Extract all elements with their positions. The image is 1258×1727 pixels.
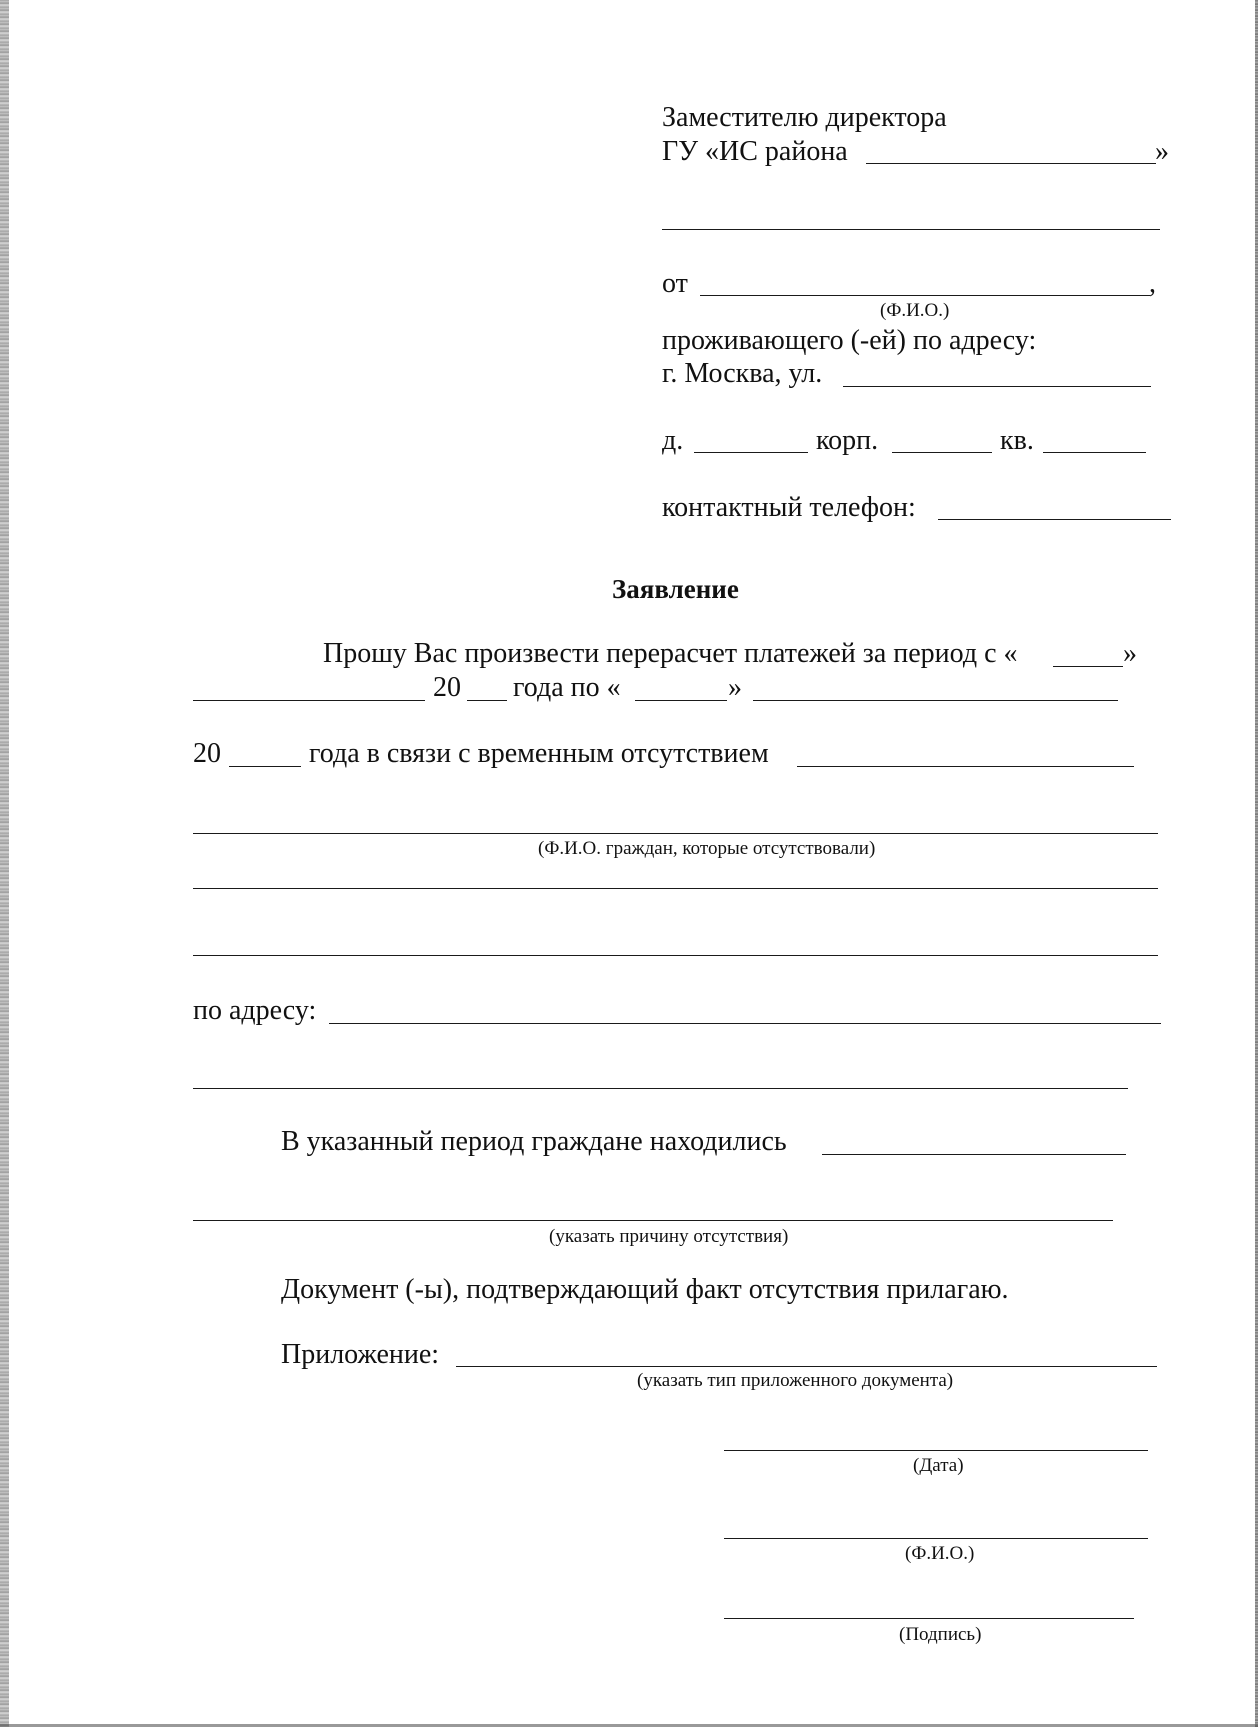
location-field-line-1[interactable] (822, 1154, 1126, 1155)
apartment-field-line[interactable] (1043, 452, 1146, 453)
applicant-fio-line[interactable] (700, 295, 1150, 296)
apartment-label: кв. (1000, 425, 1034, 456)
document-title: Заявление (612, 574, 739, 604)
recipient-line-2-prefix: ГУ «ИС района (662, 136, 848, 167)
street-field-line[interactable] (843, 386, 1151, 387)
house-field-line[interactable] (694, 452, 808, 453)
date-field-line[interactable] (724, 1450, 1148, 1451)
attachment-label: Приложение: (281, 1339, 440, 1370)
year-to-text: года по « (513, 672, 621, 703)
scan-edge-left (0, 0, 9, 1727)
recipient-line-1: Заместителю директора (662, 102, 947, 133)
start-month-field-line[interactable] (193, 700, 425, 701)
start-day-field-line[interactable] (1053, 666, 1123, 667)
documents-text: Документ (-ы), подтверждающий факт отсутствия прилагаю. (281, 1274, 1009, 1305)
citizens-field-line-2[interactable] (193, 888, 1158, 889)
end-day-field-line[interactable] (635, 700, 727, 701)
location-field-line-2[interactable] (193, 1220, 1113, 1221)
address-label: по адресу: (193, 995, 317, 1026)
period-text: В указанный период граждане находились (281, 1126, 787, 1157)
district-field-line[interactable] (866, 163, 1156, 164)
reason-caption: (указать причину отсутствия) (549, 1226, 789, 1247)
citizens-field-line-1[interactable] (193, 833, 1158, 834)
house-label: д. (662, 425, 684, 456)
request-text: Прошу Вас произвести перерасчет платежей за период с « (323, 638, 1018, 669)
fio-caption: (Ф.И.О.) (880, 300, 950, 321)
end-day-close-quote: » (728, 672, 742, 703)
end-year-field-line[interactable] (229, 766, 301, 767)
signature-caption: (Подпись) (899, 1624, 982, 1645)
citizens-caption: (Ф.И.О. граждан, которые отсутствовали) (538, 838, 876, 859)
year-prefix-2: 20 (193, 738, 221, 769)
address-field-line-2[interactable] (193, 1088, 1128, 1089)
recipient-line-2-suffix: » (1155, 136, 1169, 167)
building-field-line[interactable] (892, 452, 992, 453)
attachment-field-line[interactable] (456, 1366, 1157, 1367)
citizens-field-line-3[interactable] (193, 955, 1158, 956)
year-prefix-1: 20 (433, 672, 461, 703)
absence-field-line[interactable] (797, 766, 1134, 767)
from-label: от (662, 268, 688, 299)
end-month-field-line[interactable] (753, 700, 1118, 701)
building-label: корп. (816, 425, 879, 456)
signer-fio-caption: (Ф.И.О.) (905, 1543, 975, 1564)
phone-field-line[interactable] (938, 519, 1171, 520)
signer-fio-field-line[interactable] (724, 1538, 1148, 1539)
absence-text: года в связи с временным отсутствием (309, 738, 769, 769)
start-year-field-line[interactable] (467, 700, 507, 701)
date-caption: (Дата) (913, 1455, 964, 1476)
signature-field-line[interactable] (724, 1618, 1134, 1619)
city-street-label: г. Москва, ул. (662, 358, 823, 389)
phone-label: контактный телефон: (662, 492, 916, 523)
recipient-extra-line[interactable] (662, 229, 1160, 230)
request-close-quote: » (1123, 638, 1137, 669)
residing-label: проживающего (-ей) по адресу: (662, 325, 1037, 356)
from-comma: , (1149, 268, 1156, 299)
attachment-caption: (указать тип приложенного документа) (637, 1370, 954, 1391)
address-field-line-1[interactable] (329, 1023, 1161, 1024)
